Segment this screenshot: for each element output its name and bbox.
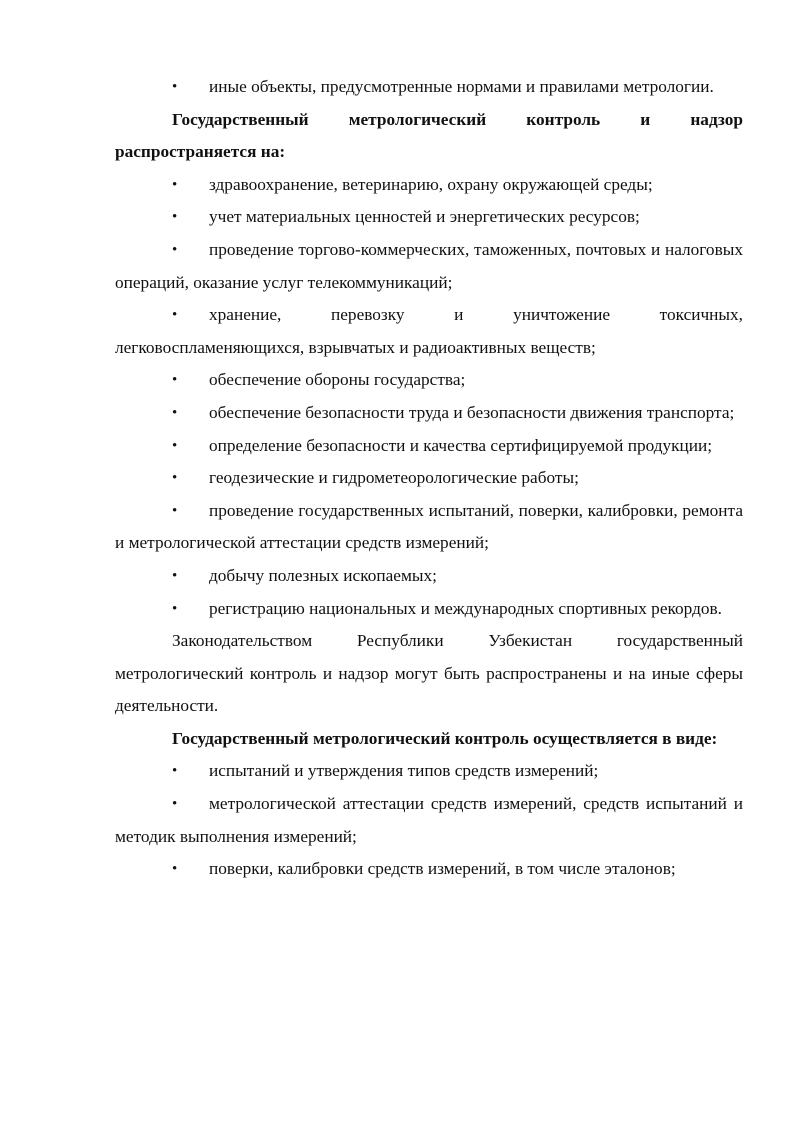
- list-item: [115, 430, 743, 463]
- bullet-icon: •: [172, 470, 178, 487]
- list-item: [115, 364, 743, 397]
- bullet-icon: •: [172, 307, 178, 324]
- list-item: [115, 560, 743, 593]
- list-item: [115, 462, 743, 495]
- bullet-icon: •: [172, 861, 178, 878]
- list-item: [115, 299, 743, 364]
- list-item-text: иные объекты, предусмотренные нормами и правилами метрологии.: [209, 77, 714, 96]
- list-item-text: определение безопасности и качества сертифицируемой продукции;: [209, 435, 713, 455]
- list-item: [115, 788, 743, 853]
- list-item-text: метрологической аттестации средств измерений, средств испытаний и методик выполнения измерений;: [115, 794, 743, 846]
- list-item: [115, 755, 743, 788]
- body-paragraph: Законодательством Республики Узбекистан государственный метрологический контроль и надзор могут быть распространены и на иные сферы деятельности.: [115, 631, 743, 716]
- list-item-text: хранение, перевозку и уничтожение токсичных, легковоспламеняющихся, взрывчатых и радиоактивных веществ;: [115, 305, 743, 357]
- bullet-icon: •: [172, 502, 178, 519]
- list-item-text: поверки, калибровки средств измерений, в том числе эталонов;: [209, 859, 676, 879]
- bullet-icon: •: [172, 796, 178, 813]
- bullet-icon: •: [172, 176, 178, 193]
- list-item-text: обеспечение обороны государства;: [209, 370, 466, 390]
- list-item: [115, 234, 743, 299]
- list-item-text: испытаний и утверждения типов средств измерений;: [209, 761, 599, 781]
- list-item: [115, 593, 743, 626]
- list-item: [115, 853, 743, 886]
- bullet-icon: •: [172, 404, 178, 421]
- bullet-icon: •: [172, 372, 178, 389]
- bullet-icon: •: [172, 437, 178, 454]
- list-item-text: здравоохранение, ветеринарию, охрану окружающей среды;: [209, 174, 653, 194]
- list-item: [115, 71, 743, 104]
- list-item-text: обеспечение безопасности труда и безопасности движения транспорта;: [209, 402, 735, 422]
- list-item-text: регистрацию национальных и международных спортивных рекордов.: [209, 598, 722, 618]
- bullet-icon: •: [172, 209, 178, 226]
- list-item: [115, 397, 743, 430]
- list-item-text: геодезические и гидрометеорологические работы;: [209, 468, 579, 488]
- section-heading-scope: Государственный метрологический контроль и надзор распространяется на:: [115, 109, 743, 162]
- section-heading-forms: Государственный метрологический контроль осуществляется в виде:: [172, 728, 718, 748]
- bullet-icon: •: [172, 600, 178, 617]
- list-item-text: проведение торгово-коммерческих, таможенных, почтовых и налоговых операций, оказание услуг телекоммуникаций;: [115, 239, 743, 292]
- document-page: [115, 71, 743, 886]
- bullet-icon: •: [172, 241, 178, 258]
- list-item-text: проведение государственных испытаний, поверки, калибровки, ремонта и метрологической аттестации средств измерений;: [115, 500, 743, 553]
- bullet-icon: •: [172, 79, 178, 95]
- list-item-text: добычу полезных ископаемых;: [209, 565, 437, 585]
- bullet-icon: •: [172, 763, 178, 780]
- list-item: [115, 201, 743, 234]
- list-item: [115, 495, 743, 560]
- list-item: [115, 169, 743, 202]
- bullet-icon: •: [172, 567, 178, 584]
- list-item-text: учет материальных ценностей и энергетических ресурсов;: [209, 207, 640, 227]
